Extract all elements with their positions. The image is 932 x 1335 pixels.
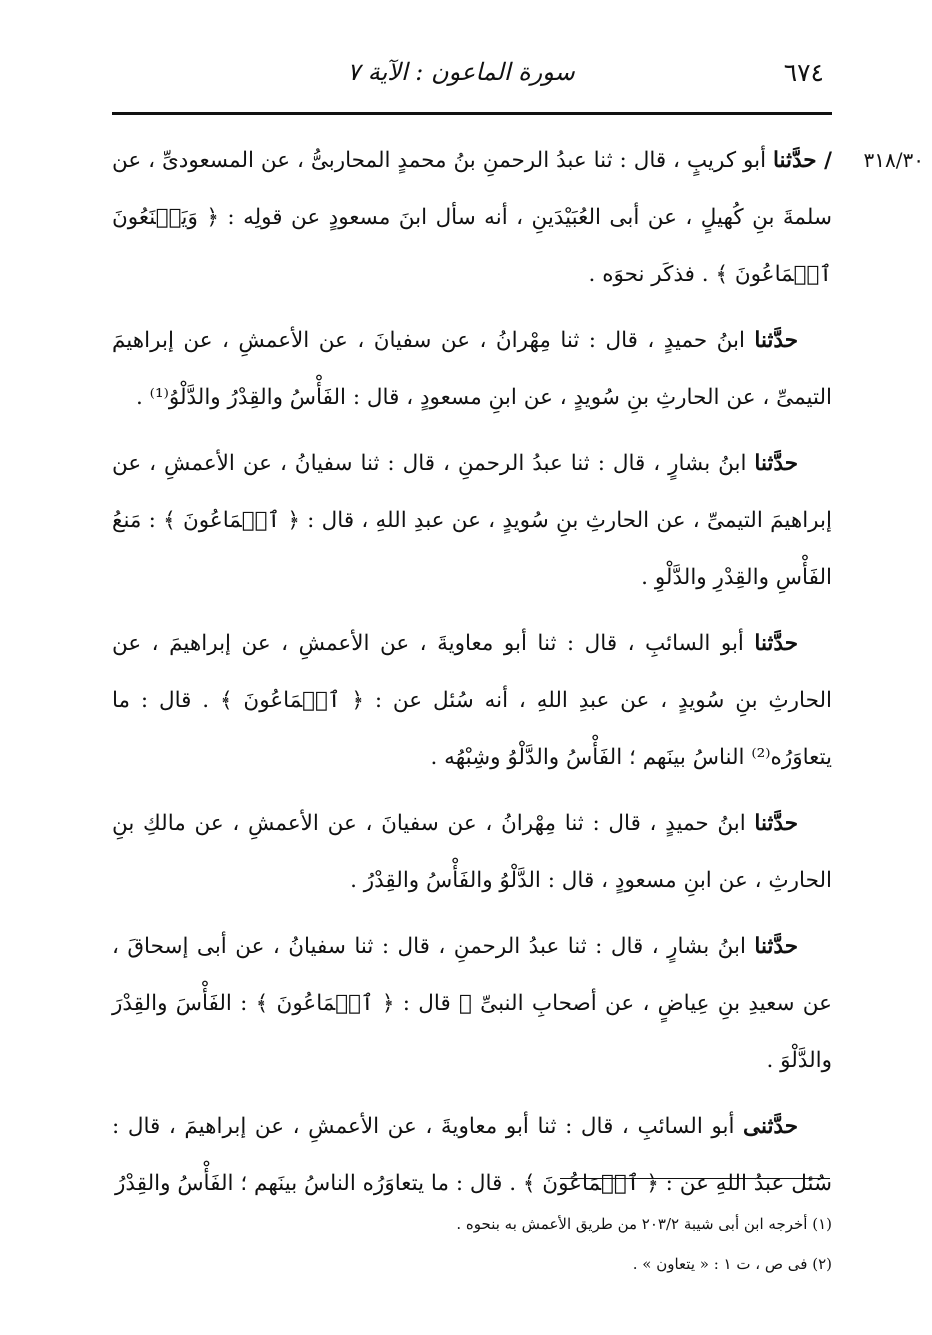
hadith-paragraph — [112, 435, 832, 606]
narration-lead: حدَّثنا — [754, 811, 798, 836]
paragraph-text: أبو السائبِ ، قال : ثنا أبو معاويةَ ، عن الأعمشِ ، عن إبراهيمَ ، قال : سُئل عبدُ اللهِ عن : ﴿ ٱلۡمَاعُونَ ﴾ . قال : ما يتعاوَرُه الناسُ بينَهم ؛ الفَأْسُ والقِدْرُ — [112, 1114, 832, 1196]
hadith-paragraph — [112, 795, 832, 909]
footnote: (١) أخرجه ابن أبى شيبة ٢٠٣/٢ من طريق الأعمش به بنحوه . — [456, 1215, 832, 1233]
chapter-title: سورة الماعون : الآية ٧ — [347, 58, 575, 86]
footnotes — [112, 1204, 832, 1284]
hadith-paragraph — [112, 132, 924, 303]
narration-lead: حدَّثنا — [754, 934, 798, 959]
hadith-paragraph — [112, 615, 832, 786]
paragraph-text: أبو السائبِ ، قال : ثنا أبو معاويةَ ، عن الأعمشِ ، عن إبراهيمَ ، عن الحارثِ بنِ سُويدٍ ، عن عبدِ اللهِ ، أنه سُئل عن : ﴿ ٱلۡمَاعُونَ ﴾ . قال : ما يتعاوَرُه⁽²⁾ الناسُ بينَهم ؛ الفَأْسُ والدَّلْوُ وشِبْهُه . — [112, 631, 832, 770]
footnote-rule — [560, 1178, 830, 1179]
body-text — [112, 132, 924, 1212]
hadith-paragraph — [112, 1098, 832, 1212]
narration-lead: حدَّثنا — [754, 631, 798, 656]
header-rule — [112, 112, 832, 115]
narration-lead: حدَّثنى — [743, 1114, 798, 1139]
narration-lead: حدَّثنا — [754, 328, 798, 353]
reference-number: ٣١٨/٣٠ — [863, 148, 924, 172]
hadith-paragraph — [112, 312, 832, 426]
page-number: ٦٧٤ — [783, 58, 824, 87]
paragraph-text: أبو كريبٍ ، قال : ثنا عبدُ الرحمنِ بنُ محمدٍ المحاربىُّ ، عن المسعودىِّ ، عن سلمةَ بنِ كُهيلٍ ، عن أبى العُبَيْدَينِ ، أنه سأل ابنَ مسعودٍ عن قولِه : ﴿ وَيَمۡنَعُونَ ٱلۡمَاعُونَ ﴾ . فذكَر نحوَه . — [112, 148, 832, 287]
paragraph-text: ابنُ حميدٍ ، قال : ثنا مِهْرانُ ، عن سفيانَ ، عن الأعمشِ ، عن مالكِ بنِ الحارثِ ، عن ابنِ مسعودٍ ، قال : الدَّلْوُ والفَأْسُ والقِدْرُ . — [112, 811, 832, 893]
hadith-paragraph — [112, 918, 832, 1089]
footnote: (٢) فى ص ، ت ١ : « يتعاون » . — [632, 1255, 832, 1273]
narration-lead: حدَّثنا — [754, 451, 798, 476]
paragraph-text: ابنُ بشارٍ ، قال : ثنا عبدُ الرحمنِ ، قال : ثنا سفيانُ ، عن الأعمشِ ، عن إبراهيمَ التيمىِّ ، عن الحارثِ بنِ سُويدٍ ، عن عبدِ اللهِ ، قال : ﴿ ٱلۡمَاعُونَ ﴾ : مَنعُ الفَأْسِ والقِدْرِ والدَّلْوِ . — [112, 451, 832, 590]
paragraph-text: ابنُ بشارٍ ، قال : ثنا عبدُ الرحمنِ ، قال : ثنا سفيانُ ، عن أبى إسحاقَ ، عن سعيدِ بنِ عِياضٍ ، عن أصحابِ النبىِّ ﷺ قال : ﴿ ٱلۡمَاعُونَ ﴾ : الفَأْسَ والقِدْرَ والدَّلْوَ . — [112, 934, 832, 1073]
page-header — [112, 52, 830, 96]
narration-lead: / حدَّثنا — [773, 148, 833, 173]
paragraph-text: ابنُ حميدٍ ، قال : ثنا مِهْرانُ ، عن سفيانَ ، عن الأعمشِ ، عن إبراهيمَ التيمىِّ ، عن الحارثِ بنِ سُويدٍ ، عن ابنِ مسعودٍ ، قال : الفَأْسُ والقِدْرُ والدَّلْوُ⁽¹⁾ . — [112, 328, 832, 410]
